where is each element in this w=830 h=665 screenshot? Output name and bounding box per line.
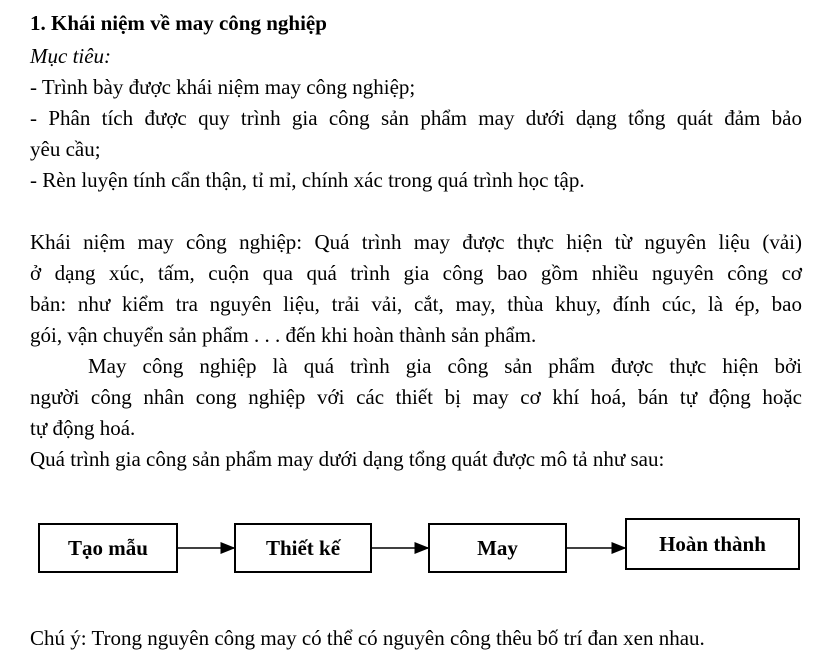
objectives-label: Mục tiêu:	[30, 44, 112, 68]
objective-3: - Rèn luyện tính cẩn thận, tỉ mỉ, chính xác trong quá trình học tập.	[30, 168, 585, 192]
note: Chú ý: Trong nguyên công may có thể có nguyên công thêu bố trí đan xen nhau.	[30, 626, 705, 650]
definition-line-4: gói, vận chuyển sản phẩm . . . đến khi hoàn thành sản phẩm.	[30, 323, 537, 347]
industrial-line-2: người công nhân cong nghiệp với các thiết bị may cơ khí hoá, bán tự động hoặc	[30, 385, 802, 409]
definition-line-2: ở dạng xúc, tấm, cuộn qua quá trình gia công bao gồm nhiều nguyên công cơ	[30, 261, 802, 285]
definition-line-3: bản: như kiểm tra nguyên liệu, trải vải, cắt, may, thùa khuy, đính cúc, là ép, bao	[30, 292, 802, 316]
flow-step-hoan-thanh: Hoàn thành	[625, 518, 800, 570]
flow-step-may: May	[428, 523, 567, 573]
industrial-line-1: May công nghiệp là quá trình gia công sản phẩm được thực hiện bởi	[88, 354, 802, 378]
process-intro: Quá trình gia công sản phẩm may dưới dạng tổng quát được mô tả như sau:	[30, 447, 665, 471]
definition-line-1: Khái niệm may công nghiệp: Quá trình may được thực hiện từ nguyên liệu (vải)	[30, 230, 802, 254]
objective-2-continued: yêu cầu;	[30, 137, 101, 161]
flow-step-thiet-ke: Thiết kế	[234, 523, 372, 573]
objective-2: - Phân tích được quy trình gia công sản phẩm may dưới dạng tổng quát đảm bảo	[30, 106, 802, 130]
section-heading: 1. Khái niệm về may công nghiệp	[30, 11, 327, 35]
industrial-line-3: tự động hoá.	[30, 416, 136, 440]
flow-step-tao-mau: Tạo mẫu	[38, 523, 178, 573]
objective-1: - Trình bày được khái niệm may công nghiệp;	[30, 75, 416, 99]
